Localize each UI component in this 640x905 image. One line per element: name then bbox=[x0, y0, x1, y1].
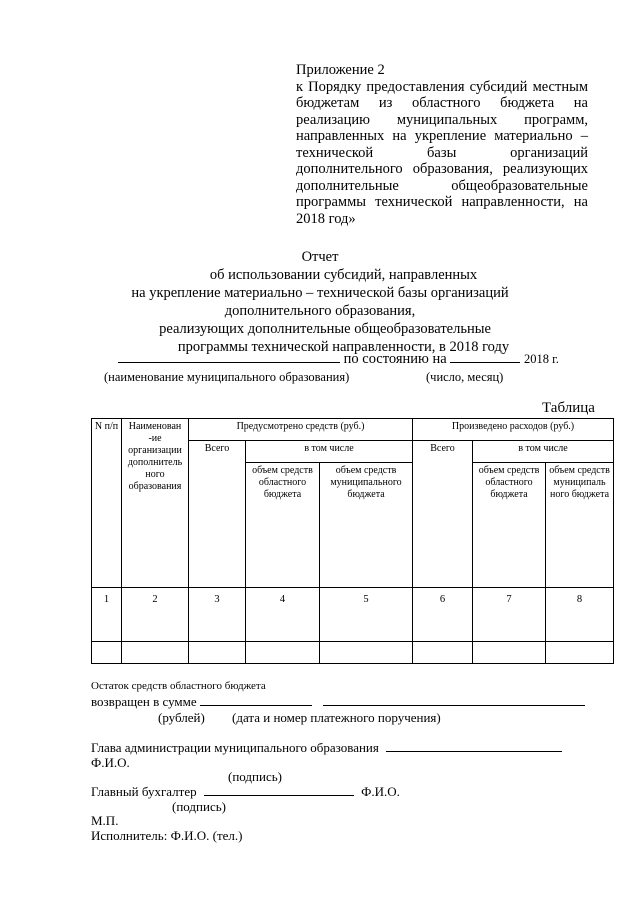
data-cell[interactable] bbox=[546, 642, 614, 664]
accountant-line bbox=[91, 784, 400, 800]
rubles-hint: (рублей) bbox=[158, 710, 205, 725]
report-table bbox=[91, 418, 614, 664]
report-line-4: реализующих дополнительные общеобразовательные bbox=[159, 321, 491, 337]
report-title: Отчет bbox=[301, 249, 339, 265]
col-number-2: 2 bbox=[122, 588, 189, 642]
head-fio: Ф.И.О. bbox=[91, 755, 130, 770]
returned-line bbox=[91, 694, 585, 710]
head-signature-hint: (подпись) bbox=[228, 769, 282, 784]
head-signature-blank[interactable] bbox=[386, 741, 562, 752]
header-spent-regional: объем средств областного бюджета bbox=[473, 463, 546, 588]
data-cell[interactable] bbox=[413, 642, 473, 664]
accountant-fio: Ф.И.О. bbox=[361, 784, 400, 799]
data-cell[interactable] bbox=[320, 642, 413, 664]
year-text: 2018 г. bbox=[523, 352, 559, 366]
report-line-1: об использовании субсидий, направленных bbox=[209, 267, 478, 283]
date-blank[interactable] bbox=[450, 351, 520, 363]
returned-text: возвращен в сумме bbox=[91, 694, 197, 709]
col-number-4: 4 bbox=[246, 588, 320, 642]
header-spent: Произведено расходов (руб.) bbox=[413, 419, 614, 441]
annex-block bbox=[296, 62, 588, 227]
header-spent-total: Всего bbox=[413, 441, 473, 588]
data-cell[interactable] bbox=[473, 642, 546, 664]
municipality-blank[interactable] bbox=[118, 351, 340, 363]
report-line-5: программы технической направленности, в 2018 году bbox=[177, 339, 510, 355]
head-line bbox=[91, 740, 562, 756]
header-planned-total: Всего bbox=[189, 441, 246, 588]
col-number-1: 1 bbox=[92, 588, 122, 642]
data-cell[interactable] bbox=[189, 642, 246, 664]
executor-text: Исполнитель: Ф.И.О. (тел.) bbox=[91, 828, 243, 843]
header-spent-municipal: объем средств муниципаль ного бюджета bbox=[546, 463, 614, 588]
data-cell[interactable] bbox=[92, 642, 122, 664]
accountant-signature-hint: (подпись) bbox=[172, 799, 226, 814]
municipality-hint: (наименование муниципального образования) bbox=[104, 370, 350, 384]
col-number-7: 7 bbox=[473, 588, 546, 642]
header-planned-including: в том числе bbox=[246, 441, 413, 463]
col-number-5: 5 bbox=[320, 588, 413, 642]
state-text: по состоянию на bbox=[343, 351, 447, 367]
accountant-signature-blank[interactable] bbox=[204, 785, 354, 796]
data-cell[interactable] bbox=[122, 642, 189, 664]
report-date-line bbox=[118, 351, 559, 368]
report-header bbox=[0, 248, 640, 356]
date-hint: (число, месяц) bbox=[426, 370, 504, 384]
head-text: Глава администрации муниципального образования bbox=[91, 740, 379, 755]
header-org: Наименован -ие организации дополнитель ного образования bbox=[122, 419, 189, 588]
stamp-text: М.П. bbox=[91, 813, 119, 828]
header-planned-municipal: объем средств муниципального бюджета bbox=[320, 463, 413, 588]
col-number-3: 3 bbox=[189, 588, 246, 642]
header-n: N п/п bbox=[92, 419, 122, 588]
annex-text: к Порядку предоставления субсидий местным бюджетам из областного бюджета на реализацию муниципальных программ, направленных на укрепление материально – технической базы организаций дополнительного образования, реализующих дополнительные общеобразовательные программы технической направленности, на 2018 год» bbox=[296, 78, 588, 227]
remainder-text: Остаток средств областного бюджета bbox=[91, 680, 266, 692]
header-planned: Предусмотрено средств (руб.) bbox=[189, 419, 413, 441]
payment-hint: (дата и номер платежного поручения) bbox=[232, 710, 441, 725]
col-number-8: 8 bbox=[546, 588, 614, 642]
report-line-3: дополнительного образования, bbox=[224, 303, 416, 319]
data-cell[interactable] bbox=[246, 642, 320, 664]
annex-title: Приложение 2 bbox=[296, 62, 385, 78]
table-label: Таблица bbox=[542, 400, 595, 416]
accountant-text: Главный бухгалтер bbox=[91, 784, 197, 799]
payment-blank[interactable] bbox=[323, 695, 585, 706]
header-spent-including: в том числе bbox=[473, 441, 614, 463]
col-number-6: 6 bbox=[413, 588, 473, 642]
report-line-2: на укрепление материально – технической базы организаций bbox=[131, 285, 509, 301]
amount-blank[interactable] bbox=[200, 695, 312, 706]
header-planned-regional: объем средств областного бюджета bbox=[246, 463, 320, 588]
